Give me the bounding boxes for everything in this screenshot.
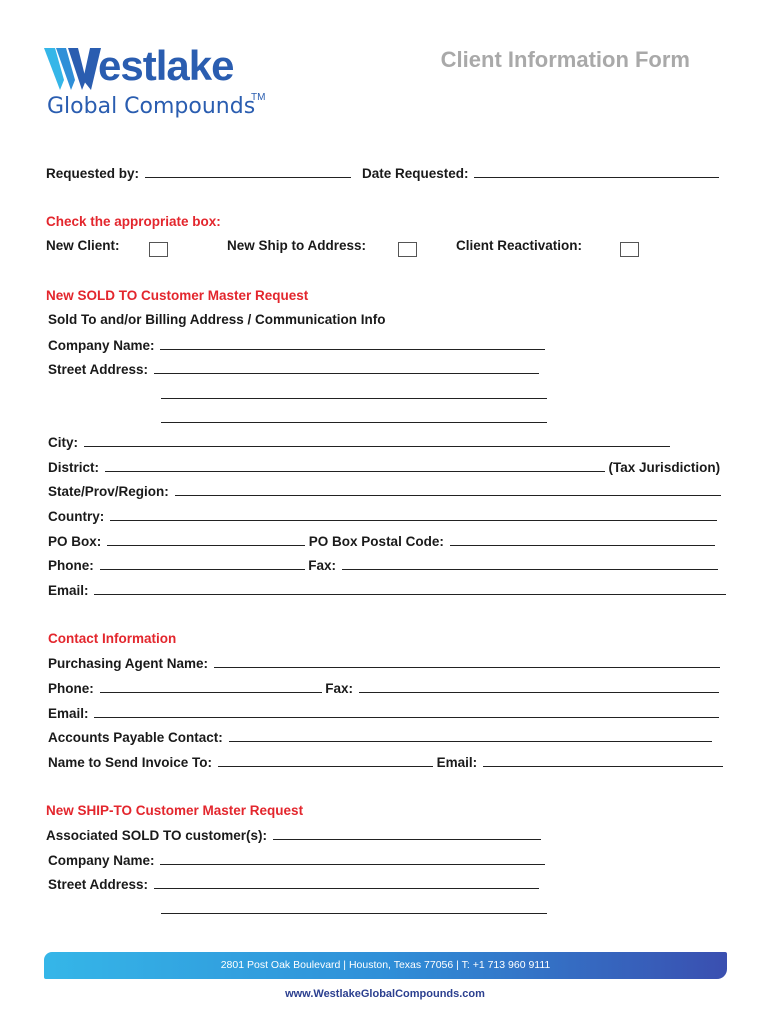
fax-label: Fax: [308,558,337,573]
purchasing-agent-field[interactable] [214,655,720,668]
contact-email-label: Email: [48,706,89,721]
country-row [48,508,717,524]
new-client-label: New Client: [46,238,120,253]
po-box-field[interactable] [107,533,305,546]
new-ship-checkbox[interactable] [398,242,417,257]
phone-fax-row [48,557,718,573]
date-requested-field[interactable] [474,165,719,178]
street-address-line-3[interactable] [159,410,547,428]
reactivation-checkbox[interactable] [620,242,639,257]
contact-fax-field[interactable] [359,680,719,693]
state-label: State/Prov/Region: [48,484,169,499]
state-field[interactable] [175,483,721,496]
invoice-row [48,754,723,770]
footer-address: 2801 Post Oak Boulevard | Houston, Texas 77056 | T: +1 713 960 9111 [220,959,551,971]
logo-wordmark: estlake [98,42,234,89]
contact-heading: Contact Information [48,631,177,646]
invoice-email-field[interactable] [483,754,723,767]
new-ship-label: New Ship to Address: [227,238,367,253]
phone-label: Phone: [48,558,94,573]
check-heading: Check the appropriate box: [46,214,221,229]
associated-label: Associated SOLD TO customer(s): [46,828,268,843]
contact-email-row [48,705,719,721]
ship-street-line-2[interactable] [159,901,547,919]
footer-address-bar [44,952,727,979]
tax-jurisdiction-label: (Tax Jurisdiction) [608,460,721,475]
ship-to-heading: New SHIP-TO Customer Master Request [46,803,304,818]
contact-phone-fax-row [48,680,719,696]
contact-phone-label: Phone: [48,681,94,696]
po-box-postal-label: PO Box Postal Code: [308,534,444,549]
street-address-field[interactable] [154,361,539,374]
fax-field[interactable] [342,557,718,570]
po-box-label: PO Box: [48,534,102,549]
purchasing-agent-label: Purchasing Agent Name: [48,656,209,671]
state-row [48,483,721,499]
ship-street-row [48,876,539,892]
logo-subtitle: Global Compounds [47,94,256,119]
company-name-label: Company Name: [48,338,155,353]
street-address-line-2[interactable] [159,386,547,404]
reactivation-label: Client Reactivation: [456,238,583,253]
city-field[interactable] [84,434,670,447]
purchasing-agent-row [48,655,720,671]
city-label: City: [48,435,78,450]
email-label: Email: [48,583,89,598]
contact-fax-label: Fax: [325,681,354,696]
associated-field[interactable] [273,827,541,840]
po-box-row [48,533,715,549]
date-requested-row [362,165,719,181]
ship-company-label: Company Name: [48,853,155,868]
company-logo [44,40,284,130]
ap-contact-field[interactable] [229,729,712,742]
email-row [48,582,726,598]
date-requested-label: Date Requested: [362,166,469,181]
ap-contact-label: Accounts Payable Contact: [48,730,223,745]
phone-field[interactable] [100,557,305,570]
new-client-checkbox[interactable] [149,242,168,257]
district-row [48,459,720,475]
ship-street-field[interactable] [154,876,539,889]
district-label: District: [48,460,100,475]
invoice-name-label: Name to Send Invoice To: [48,755,213,770]
street-address-label: Street Address: [48,362,149,377]
logo-w-mark-icon [44,46,102,92]
district-field[interactable] [105,459,605,472]
footer-url[interactable]: www.WestlakeGlobalCompounds.com [285,988,485,1000]
email-field[interactable] [94,582,726,595]
street-address-row [48,361,539,377]
logo-trademark: TM [251,92,266,103]
requested-by-row [46,165,351,181]
requested-by-field[interactable] [145,165,351,178]
ship-company-field[interactable] [160,852,545,865]
company-name-field[interactable] [160,337,545,350]
po-box-postal-field[interactable] [450,533,715,546]
invoice-email-label: Email: [436,755,478,770]
requested-by-label: Requested by: [46,166,140,181]
ap-contact-row [48,729,712,745]
contact-email-field[interactable] [94,705,719,718]
country-label: Country: [48,509,105,524]
country-field[interactable] [110,508,717,521]
ship-company-row [48,852,545,868]
contact-phone-field[interactable] [100,680,322,693]
company-name-row [48,337,545,353]
city-row [48,434,670,450]
associated-row [46,827,541,843]
ship-street-label: Street Address: [48,877,149,892]
form-title: Client Information Form [440,47,690,72]
sold-to-subheading: Sold To and/or Billing Address / Communication Info [48,312,386,327]
invoice-name-field[interactable] [218,754,433,767]
sold-to-heading: New SOLD TO Customer Master Request [46,288,309,303]
